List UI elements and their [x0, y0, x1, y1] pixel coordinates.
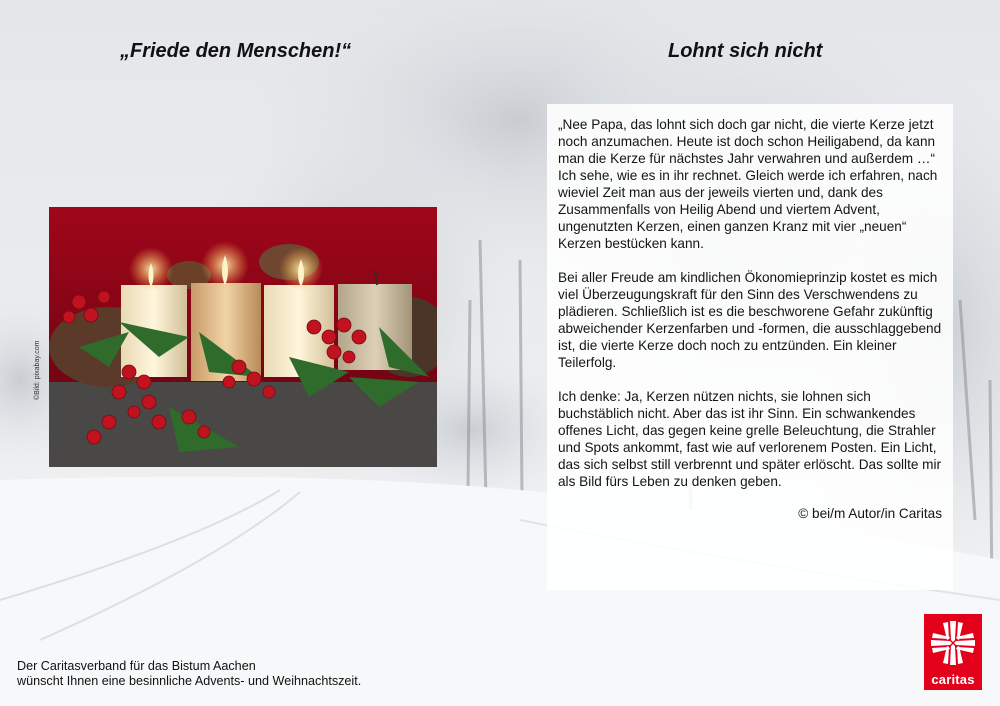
advent-candles-photo [49, 207, 437, 467]
article-paragraph-2: Bei aller Freude am kindlichen Ökonomieprinzip kostet es mich viel Überzeugungskraft für den Sinn des Verschwendens zu plädieren. Schließlich ist es die beschworene Gefahr zukünftig abweichender Kerzenfarben und -formen, die ausschlaggebend ist, die vierte Kerze doch noch zu entzünden. Ein kleiner Teilerfolg. [558, 270, 942, 370]
article-author: © bei/m Autor/in Caritas [798, 506, 942, 521]
left-title: „Friede den Menschen!“ [120, 40, 352, 62]
caritas-logo-text: caritas [931, 672, 975, 687]
caritas-logo [924, 614, 982, 690]
article-paragraph-3: Ich denke: Ja, Kerzen nützen nichts, sie lohnen sich buchstäblich nicht. Aber das ist ihr Sinn. Ein schwankendes offenes Licht, das gegen keine grelle Beleuchtung, die Strahler und Spots ankommt, fast wie auf verlorenem Posten. Ein Licht, das sich selbst still verbrennt und später erlöscht. Das sollte mir als Bild fürs Leben zu denken geben. [558, 389, 942, 489]
footer-line-2: wünscht Ihnen eine besinnliche Advents- und Weihnachtszeit. [17, 674, 362, 688]
article-paragraph-1: „Nee Papa, das lohnt sich doch gar nicht, die vierte Kerze jetzt noch anzumachen. Heute ist doch schon Heiligabend, da kann man die Kerze für nächstes Jahr verwahren und außerdem …“ Ich sehe, wie es in ihr rechnet. Gleich werde ich erfahren, nach wieviel Zeit man aus der jeweils vierten und, dank des Zusammenfalls von Heilig Abend und viertem Advent, ungenutzten Kerzen, einen ganzen Kranz mit vier „neuen“ Kerzen bestücken kann. [558, 117, 938, 251]
footer-line-1: Der Caritasverband für das Bistum Aachen [17, 659, 256, 673]
footer-greeting [17, 659, 361, 689]
photo-credit: ©Bild: pixabay.com [34, 340, 41, 400]
article-panel [547, 104, 953, 590]
right-title: Lohnt sich nicht [668, 40, 823, 62]
caritas-cross-icon [928, 618, 978, 668]
